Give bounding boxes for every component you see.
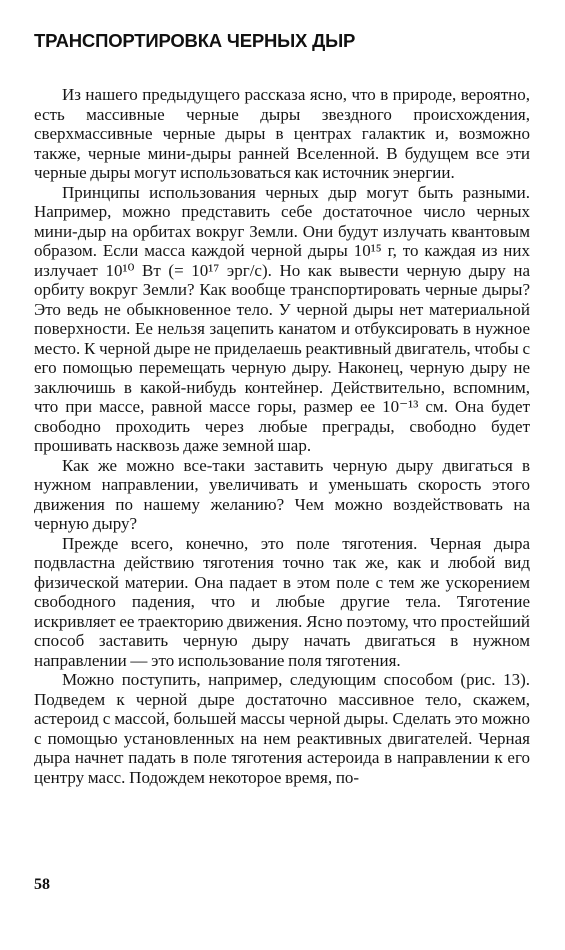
paragraph-1: Из нашего предыдущего рассказа ясно, что в природе, вероятно, есть массивные черные дыры звездного происхождения, сверхмассивные черные дыры в центрах галактик и, возможно также, черные мини-дыры ранней Вселенной. В будущем все эти черные дыры могут использоваться как источник энергии. — [34, 85, 530, 182]
body-text — [34, 85, 530, 787]
paragraph-3: Как же можно все-таки заставить черную дыру двигаться в нужном направлении, увеличивать и уменьшать скорость этого движения по нашему желанию? Чем можно воздействовать на черную дыру? — [34, 455, 530, 533]
page-number: 58 — [34, 876, 50, 893]
paragraph-5: Можно поступить, например, следующим способом (рис. 13). Подведем к черной дыре достаточно массивное тело, скажем, астероид с массой, большей массы черной дыры. Сделать это можно с помощью установленных на нем реактивных двигателей. Черная дыра начнет падать в поле тяготения астероида в направлении к его центру масс. Подождем некоторое время, по- — [34, 670, 530, 787]
paragraph-4: Прежде всего, конечно, это поле тяготения. Черная дыра подвластна действию тяготения точно так же, как и любой вид физической материи. Она падает в этом поле с тем же ускорением свободного падения, что и любые другие тела. Тяготение искривляет ее траекторию движения. Ясно поэтому, что простейший способ заставить черную дыру начать двигаться в нужном направлении — это использование поля тяготения. — [34, 533, 530, 670]
paragraph-2: Принципы использования черных дыр могут быть разными. Например, можно представить себе достаточное число черных мини-дыр на орбитах вокруг Земли. Они будут излучать квантовым образом. Если масса каждой черной дыры 10¹⁵ г, то каждая из них излучает 10¹⁰ Вт (= 10¹⁷ эрг/с). Но как вывести черную дыру на орбиту вокруг Земли? Как вообще транспортировать черные дыры? Это ведь не обыкновенное тело. У черной дыры нет материальной поверхности. Ее нельзя зацепить канатом и отбуксировать в нужное место. К черной дыре не приделаешь реактивный двигатель, чтобы с его помощью перемещать черную дыру. Наконец, черную дыру не заключишь в какой-нибудь контейнер. Действительно, вспомним, что при массе, равной массе горы, размер ее 10⁻¹³ см. Она будет свободно проходить через любые преграды, свободно будет прошивать насквозь даже земной шар. — [34, 182, 530, 455]
chapter-heading: ТРАНСПОРТИРОВКА ЧЕРНЫХ ДЫР — [34, 30, 356, 51]
book-page — [34, 28, 530, 938]
